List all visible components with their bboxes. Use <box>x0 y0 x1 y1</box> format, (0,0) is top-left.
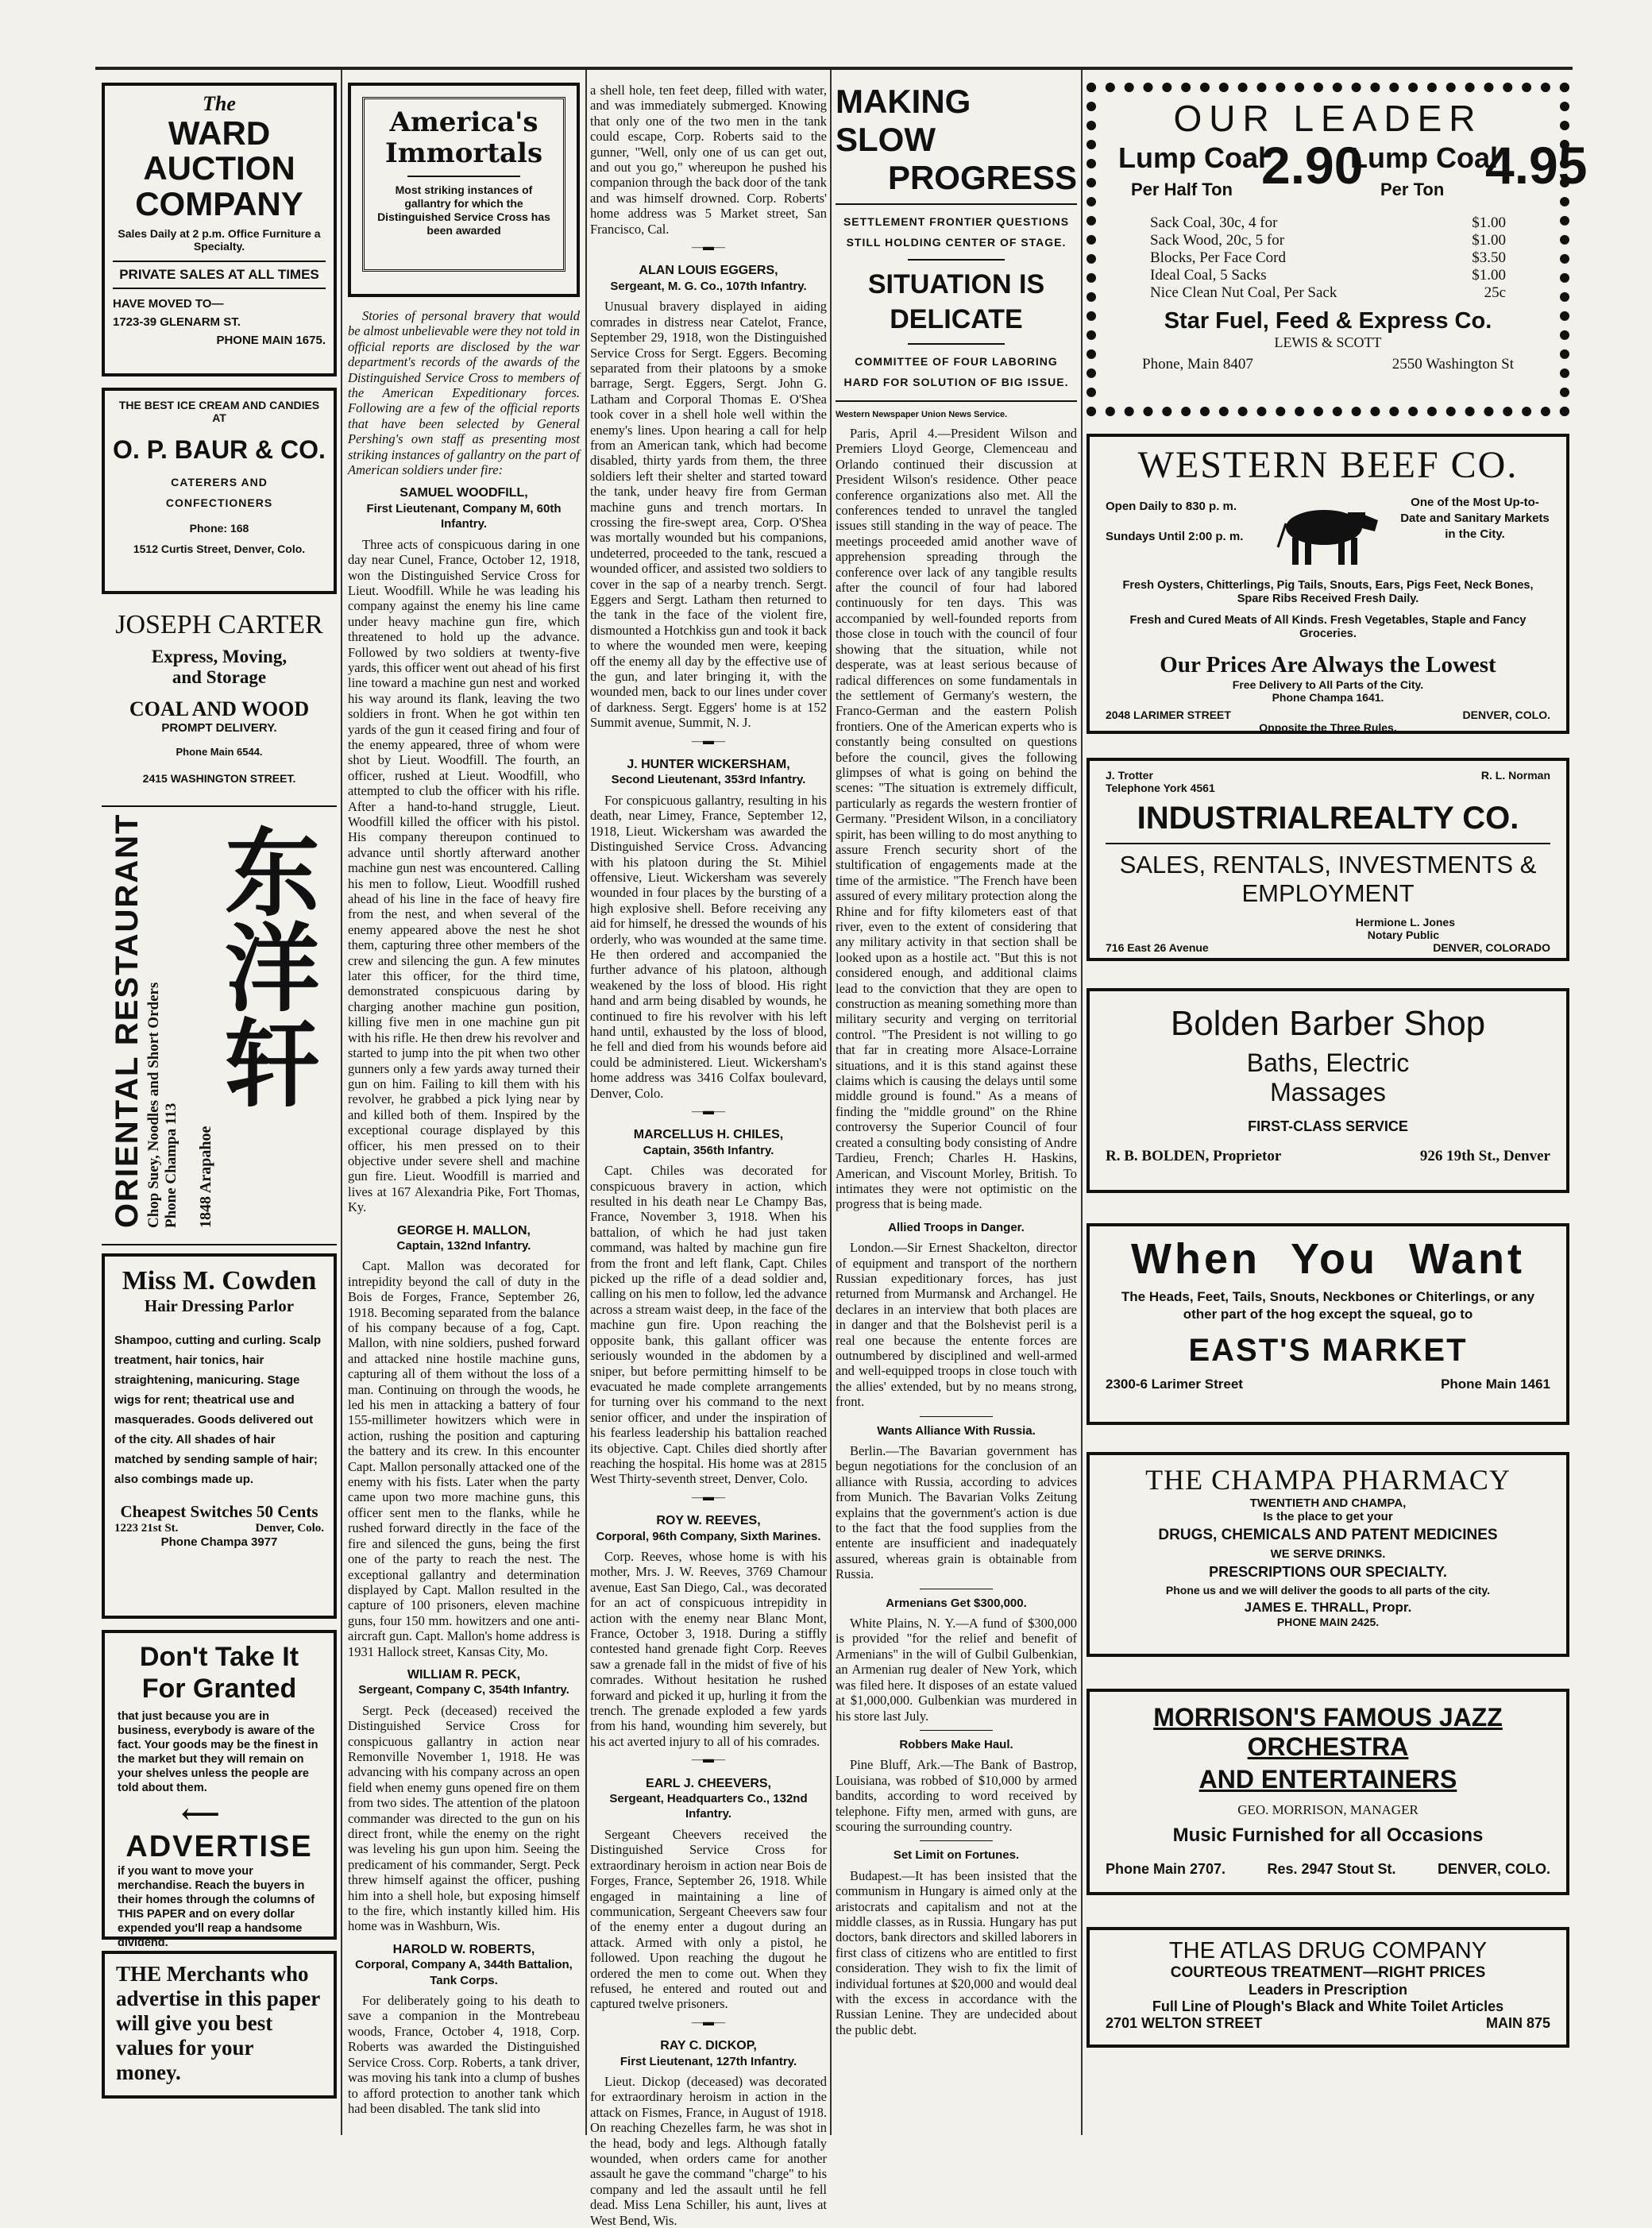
paragraph: Budapest.—It has been insisted that the communism in Hungary is aimed only at the aristocrats and capitalism and not at the middle classes, as in Russia. Hungary has put doctors, bank directors and skilled laborers in first class of citizens who are entitled to first consideration. They wish to fix the limit of individual fortunes at $20,000 and would deal with the excess in accordance with the Russian Lenine. They are undecided about the public debt. <box>836 1867 1077 2037</box>
ad-text: Notary Public <box>1367 929 1439 941</box>
ad-text: Per Ton <box>1380 180 1445 199</box>
item-name: Blocks, Per Face Cord <box>1150 249 1286 266</box>
price-list-item <box>1150 284 1506 302</box>
carter-ad <box>102 605 337 807</box>
ad-text: Free Delivery to All Parts of the City. <box>1232 678 1424 691</box>
ad-text: One of the Most Up-to-Date and Sanitary Markets in the City. <box>1400 496 1550 541</box>
ad-title-2: For Granted <box>141 1674 297 1704</box>
easts-market-ad <box>1087 1223 1569 1425</box>
ad-phone: Phone Main 2707. <box>1106 1861 1226 1877</box>
price-list-item <box>1150 249 1506 267</box>
ad-text: PRESCRIPTIONS OUR SPECIALTY. <box>1209 1564 1447 1580</box>
ad-address: 1223 21st St. <box>114 1522 179 1535</box>
item-name: Ideal Coal, 5 Sacks <box>1150 267 1267 284</box>
recipient-name: ALAN LOUIS EGGERS, <box>639 264 778 278</box>
paragraph: Paris, April 4.—President Wilson and Premiers Lloyd George, Clemenceau and Orlando continued their discussion at President Wilson's residence. Other peace conference organizations also met. All the conferences tended to unravel the tangled issues still standing in the way of peace. The meetings proceeded amid another wave of apprehension spreading through the conference over lack of any tangible results after the council of four had labored continuously for ten days. This was accompanied by well-founded reports from those close in touch with the council of four showing that the situation, while not desperate, was at least serious because of radical differences on some fundamentals in the settlement of Germany's western, the Franco-German and the eastern Polish frontiers. One of the American experts who is constantly being consulted on questions before the council, gives the following glimpses of what is going on behind the scenes: "The situation is extremely difficult, particularly as regards the western frontier of Germany. "President Wilson, in a conciliatory spirit, has been willing to do most anything to assure French security short of the stultification of engagements made at the time of the armistice. "The French have been assured of every military protection along the Rhine and for fifty kilometers east of that river, even to the extent of considering that any military activity in that section shall be looked upon as a hostile act. "But this is not considered enough, and additional claims lead to the conviction that they are open to construction as meaning something more than military security and verging on territorial control. "The President is not willing to go that far in creating more Alsace-Lorraine situations, and it is this stand against these claims which is causing the delays until some middle ground is found." As a means of finding the "middle ground" on the Rhine controversy the Superior Council of four created a consulting body consisting of Andre Tardieu, French; Charles H. Haskins, American, and Viscount Morley, British. To intimates they were not optimistic on the progress that is being made. <box>836 426 1077 1212</box>
ad-text: Sales Daily at 2 p.m. Office Furniture a Specialty. <box>118 227 321 253</box>
industrial-realty-ad <box>1087 758 1569 961</box>
separator-icon: —▬— <box>692 1491 725 1504</box>
ad-title: JOSEPH CARTER <box>115 610 323 639</box>
paragraph: Three acts of conspicuous daring in one day near Cunel, France, October 12, 1918, won the Distinguished Service Cross for Lieut. Woodfill. While he was leading his company against the enemy his line came under heavy machine gun fire, which threatened to hold up the advance. Followed by two soldiers at twenty-five yards, this officer went out ahead of his first line toward a machine gun nest and worked his way around its flank, leaving the two soldiers in front. When he got within ten yards of the gun it ceased firing and four of the enemy appeared, three of whom were shot by Lieut. Woodfill. The fourth, an officer, rushed at Lieut. Woodfill, who attempted to club the officer with his rifle. After a hand-to-hand struggle, Lieut. Woodfill killed the officer with his pistol. His company thereupon continued to advance until shortly afterward another machine gun nest was encountered. Calling his men to follow, Lieut. Woodfill rushed ahead of his line in the face of heavy fire from the nest, and when several of the enemy appeared above the nest he shot them, capturing three other members of the crew and silencing the gun. A few minutes later this officer, for the third time, demonstrated conspicuous daring by charging another machine gun position, killing five men in one machine gun pit with his rifle. He then drew his revolver and started to jump into the pit when two other gunners only a few yards away turned their gun on him. Failing to kill them with his revolver, he grabbed a pick lying near by and killed both of them. Inspired by the exceptional courage displayed by this officer, his men pressed on to their objective under severe shell and machine gun fire. Lieut. Woodfill is married and lives at 167 Alexandria Pike, Fort Thomas, Ky. <box>348 536 580 1215</box>
price-list-item <box>1150 232 1506 249</box>
paragraph: Lieut. Dickop (deceased) was decorated for extraordinary heroism in action in the attack on Fismes, France, in August of 1918. On reaching Chezelles farm, he was shot in the head, body and legs. Although fatally wounded, when orders came for another assault he gave the command "charge" to his company and led the assault until he fell dead. Miss Lena Schiller, his aunt, lives at West Bend, Wis. <box>590 2073 827 2228</box>
item-price: $1.00 <box>1472 214 1506 231</box>
recipient-name: SAMUEL WOODFILL, <box>399 486 528 500</box>
ad-text: and Storage <box>172 667 267 687</box>
ad-title: WARD AUCTION <box>143 114 295 187</box>
ad-address: 2550 Washington St <box>1391 356 1514 373</box>
column-rule <box>341 70 342 2135</box>
immortals-header-box <box>348 83 580 297</box>
recipient-rank: Sergeant, Company C, 354th Infantry. <box>358 1683 569 1697</box>
recipient-name: WILLIAM R. PECK, <box>407 1667 521 1682</box>
price: 2.90 <box>1261 136 1364 195</box>
column-rule <box>585 70 587 2135</box>
ad-text: Chop Suey, Noodles and Short Orders <box>145 982 162 1228</box>
column-5-ads <box>1087 83 1588 2132</box>
baur-ad <box>102 388 337 594</box>
ad-city: DENVER, COLO. <box>1462 709 1550 721</box>
paragraph: White Plains, N. Y.—A fund of $300,000 is provided "for the relief and benefit of Armenians" in the will of Gulbil Gulbenkian, an Armenian rug dealer of New York, which was filed here. It disposes of an estate valued at $1,000,000. Gulbenkian was murdered in his store last July. <box>836 1616 1077 1724</box>
ad-body: THE Merchants who advertise in this paper will give you best values for your money. <box>116 1962 320 2084</box>
ad-company: Star Fuel, Feed & Express Co. <box>1164 308 1492 334</box>
article-body <box>590 83 827 2228</box>
ad-text: PRIVATE SALES AT ALL TIMES <box>119 267 319 282</box>
deck: COMMITTEE OF FOUR LABORING HARD FOR SOLUTION OF BIG ISSUE. <box>843 355 1069 388</box>
column-3-continued <box>590 83 827 2228</box>
headline-2: PROGRESS <box>887 159 1077 196</box>
ad-title: O. P. BAUR & CO. <box>113 435 326 464</box>
item-name: Sack Wood, 20c, 5 for <box>1150 232 1285 249</box>
article-body <box>836 426 1077 2037</box>
ad-text: Sundays Until 2:00 p. m. <box>1106 530 1244 543</box>
item-price: $1.00 <box>1472 267 1506 284</box>
wire-service: Western Newspaper Union News Service. <box>836 410 1008 419</box>
recipient-rank: First Lieutenant, Company M, 60th Infantry. <box>366 501 562 531</box>
ad-address: 1512 Curtis Street, Denver, Colo. <box>133 543 306 555</box>
ad-title: Don't Take It <box>139 1642 299 1672</box>
ad-text: Hair Dressing Parlor <box>144 1296 295 1315</box>
ad-address: 926 19th St., Denver <box>1419 1148 1550 1164</box>
ad-address: 2300-6 Larimer Street <box>1106 1377 1243 1392</box>
ad-phone: Phone Main 1461 <box>1441 1377 1550 1392</box>
recipient-rank: Second Lieutenant, 353rd Infantry. <box>611 773 806 787</box>
column-4-news <box>836 83 1077 2132</box>
ad-text: Music Furnished for all Occasions <box>1172 1824 1484 1846</box>
morrison-orchestra-ad <box>1087 1689 1569 1895</box>
ad-text: & EMPLOYMENT <box>1241 851 1537 907</box>
ad-text: Fresh and Cured Meats of All Kinds. Fresh Vegetables, Staple and Fancy Groceries. <box>1129 614 1527 640</box>
recipient-rank: Corporal, 96th Company, Sixth Marines. <box>596 1529 821 1543</box>
ad-address: 1723-39 GLENARM ST. <box>113 315 241 329</box>
recipient-name: GEORGE H. MALLON, <box>397 1223 531 1238</box>
ad-text: CATERERS AND <box>171 476 268 488</box>
ad-phone: Phone, Main 8407 <box>1142 356 1253 373</box>
intro-paragraph: Stories of personal bravery that would be almost unbelievable were they not told in official reports are disclosed by the war department's records of the awards of the Distinguished Service Cross to members of the American Expeditionary forces. Following are a few of the official reports that have been selected by General Pershing's own staff as presenting most striking instances of gallantry on the part of American soldiers under fire: <box>348 308 580 478</box>
dont-take-it-ad <box>102 1630 337 1949</box>
ad-text: COURTEOUS TREATMENT—RIGHT PRICES <box>1170 1964 1486 1981</box>
headline: America's <box>389 106 538 138</box>
ad-title: ORIENTAL RESTAURANT <box>110 813 145 1228</box>
recipient-name: RAY C. DICKOP, <box>660 2039 757 2053</box>
ad-phone: Phone Champa 3977 <box>160 1535 278 1549</box>
ad-title-2: EAST'S MARKET <box>1188 1333 1468 1368</box>
recipient-rank: First Lieutenant, 127th Infantry. <box>620 2054 797 2068</box>
price-list <box>1110 207 1546 305</box>
ad-city: Denver, Colo. <box>255 1522 324 1535</box>
ad-city: DENVER, COLORADO <box>1433 941 1550 954</box>
ad-text: Cheapest Switches 50 Cents <box>120 1502 318 1521</box>
ad-text: LEWIS & SCOTT <box>1274 334 1382 350</box>
paragraph: a shell hole, ten feet deep, filled with water, and was immediately submerged. Knowing that only one of the two men in the tank could escape, Corp. Roberts said to the gunner, "Well, only one of us can get out, and out you go," whereupon he pushed his companion through the back door of the tank and was himself drowned. Corp. Roberts' home address was 5 Market street, San Francisco, Cal. <box>590 83 827 237</box>
ad-body: that just because you are in business, everybody is aware of the fact. Your goods may be the finest in the market but they will remain on your shelves unless the people are told about them. <box>118 1710 318 1794</box>
ward-auction-ad <box>102 83 337 376</box>
recipient-rank: Corporal, Company A, 344th Battalion, Tank Corps. <box>355 1958 573 1987</box>
ad-address: 2701 WELTON STREET <box>1106 2015 1263 2031</box>
ad-text: Is the place to get your <box>1263 1510 1393 1523</box>
recipient-name: MARCELLUS H. CHILES, <box>633 1128 784 1142</box>
ad-title: When You Want <box>1131 1235 1525 1283</box>
ad-text: WE SERVE DRINKS. <box>1270 1547 1386 1561</box>
ad-body: if you want to move your merchandise. Reach the buyers in their homes through the columns of THIS PAPER and on every dollar expended you'll reap a handsome dividend. <box>118 1865 315 1949</box>
ad-text: Open Daily to 830 p. m. <box>1106 500 1237 513</box>
ad-text: TWENTIETH AND CHAMPA, <box>1249 1496 1407 1510</box>
paragraph: For deliberately going to his death to save a companion in the Montrebeau woods, France, October 4, 1918, Corp. Roberts was awarded the Distinguished Service Cross. Corp. Roberts, a tank driver, was moving his tank into a clump of bushes to afford protection to another tank which had been disabled. The tank slid into <box>348 1993 580 2116</box>
recipient-rank: Captain, 356th Infantry. <box>643 1143 774 1157</box>
ad-title: THE ATLAS DRUG COMPANY <box>1168 1938 1488 1963</box>
ad-phone: Phone Champa 113 <box>163 1102 179 1228</box>
paragraph: London.—Sir Ernest Shackelton, director of equipment and transport of the northern Russian expeditionary forces, has just returned from Murmansk and Archangel. He declares in an interview that both places are in danger and that the Bolshevist peril is a real one because the entente forces are outnumbered by disciplined and well-armed and well-equipped troops in close touch with the allies' extended, but by no means strong, front. <box>836 1240 1077 1410</box>
paragraph: For conspicuous gallantry, resulting in his death, near Limey, France, September 12, 1918, Lieut. Wickersham was awarded the Distinguished Service Cross. Advancing with his platoon during the St. Mihiel offensive, Lieut. Wickersham was severely wounded in four places by the bursting of a high explosive shell. Before receiving any aid for himself, he dressed the wounds of his orderly, who was wounded at the same time. He then ordered and accompanied the further advance of his platoon, although weakened by the loss of blood. His right hand and arm being disabled by wounds, he continued to fire his revolver with his left hand until, exhausted by the loss of blood, he fell and died from his wounds before aid could be administered. Lieut. Wickersham's home address was 3416 Colfax boulevard, Denver, Colo. <box>590 792 827 1101</box>
ad-text: HAVE MOVED TO— <box>113 297 224 311</box>
ad-text: J. Trotter <box>1106 769 1153 782</box>
brief-headline: Wants Alliance With Russia. <box>877 1423 1036 1438</box>
brief-headline: Armenians Get $300,000. <box>886 1596 1027 1610</box>
arrow-icon: ⟵ <box>181 1800 220 1829</box>
ad-text: Per Half Ton <box>1131 180 1233 199</box>
item-price: 25c <box>1484 284 1506 301</box>
brief-headline: Allied Troops in Danger. <box>888 1220 1025 1234</box>
column-2-americas-immortals <box>348 83 580 2132</box>
ad-city: DENVER, COLO. <box>1437 1861 1550 1877</box>
price-list-item <box>1150 267 1506 284</box>
paragraph: Capt. Mallon was decorated for intrepidity beyond the call of duty in the Bois de Forges, France, September 26, 1918. Becoming separated from the balance of his company because of a fog, Capt. Mallon, with nine soldiers, pushed forward and attacked nine hostile machine guns, capturing all of them without the loss of a man. Continuing on through the woods, he led his men in attacking a battery of four 155-millimeter howitzers which were in action, rushing the position and capturing the battery and its crew. In this encounter Capt. Mallon personally attacked one of the enemy with his fists. Later when the party came upon two more machine guns, this officer sent men to the flanks, while he rushed forward directly in the face of the fire and silenced the guns, being the first one of the party to reach the nest. The exceptional gallantry and determination displayed by Capt. Mallon resulted in the capture of 100 prisoners, eleven machine guns, four 150 mm. howitzers and one anti-aircraft gun. Capt. Mallon's home address is 1931 Hallock street, Kansas City, Mo. <box>348 1258 580 1659</box>
headline: MAKING SLOW <box>836 83 971 158</box>
ad-text: GEO. MORRISON, MANAGER <box>1237 1802 1418 1817</box>
paragraph: Sergt. Peck (deceased) received the Distinguished Service Cross for conspicuous gallantry in action near Remonville November 1, 1918. He was advancing with his company across an open field when enemy guns opened fire on them from two sides. The attention of the platoon commander was directed to the gun on his direct front, while the enemy on the right was leveling his gun upon him. Seeing the predicament of his commander, Sergt. Peck threw himself against the officer, pushing him into a shell hole, but exposing himself to the fire, which instantly killed him. His home was in Washburn, Wis. <box>348 1702 580 1934</box>
ad-text: R. L. Norman <box>1480 769 1550 782</box>
ad-text: Lump Coal <box>1350 141 1498 174</box>
ad-body: The Heads, Feet, Tails, Snouts, Neckbones or Chiterlings, or any other part of the hog except the squeal, go to <box>1121 1289 1535 1322</box>
ad-phone: Phone: 168 <box>189 522 249 535</box>
price-list-item <box>1150 214 1506 232</box>
western-beef-ad <box>1087 434 1569 734</box>
oriental-vertical-text <box>110 813 180 1228</box>
ad-title: WESTERN BEEF CO. <box>1137 444 1519 486</box>
ad-phone: MAIN 875 <box>1485 2015 1550 2031</box>
paragraph: Unusual bravery displayed in aiding comrades in distress near Catelot, France, September 29, 1918, won the Distinguished Service Cross for Sergt. Eggers. Becoming separated from their platoons by a smoke barrage, Sergt. Eggers, Sergt. John G. Latham and Corporal Thomas E. O'Shea took cover in a shell hole well within the enemy's lines. Upon hearing a call for help from an American tank, which had become disabled, thirty yards from them, the three soldiers left their shelter and started toward the tank, under heavy fire from German machine guns and trench mortars. In crossing the fire-swept area, Corp. O'Shea was mortally wounded but his companions, undeterred, proceeded to the tank, rescued a wounded officer, and assisted two soldiers to cover in the sap of a nearby trench. Sergt. Eggers and Sergt. Latham then returned to the tank in the face of the violent fire, dismounted a Hotchkiss gun and took it back to where the wounded men were, keeping off the enemy all day by the effective use of the gun, and later bringing it, with the wounded men, back to our lines under cover of darkness. Sergt. Eggers' home is at 152 Summit avenue, Summit, N. J. <box>590 299 827 731</box>
oriental-restaurant-ad <box>102 815 337 1245</box>
paragraph: Corp. Reeves, whose home is with his mother, Mrs. J. W. Reeves, 3769 Chamour avenue, East San Diego, Cal., was decorated for an act of conspicuous intrepidity in action with the enemy near Blanc Mont, France, October 3, 1918. During a stiffly contested hand grenade fight Corp. Reeves saw a grenade fall in the midst of five of his comrades. Without hesitation he rushed forward and picked it up, hurling it from the trench. The grenade exploded a few yards from his hand, wounding him severely, but his act averted injury to all of his comrades. <box>590 1548 827 1749</box>
recipient-rank: Sergeant, Headquarters Co., 132nd Infantry. <box>609 1792 808 1821</box>
recipient-name: ROY W. REEVES, <box>656 1514 761 1528</box>
ad-title-2: COMPANY <box>135 185 303 222</box>
ad-the: The <box>203 92 236 115</box>
ad-text: FIRST-CLASS SERVICE <box>1248 1118 1408 1134</box>
ad-address: 1848 Arapahoe <box>197 1126 214 1228</box>
ad-text: Phone us and we will deliver the goods to all parts of the city. <box>1165 1584 1491 1597</box>
ad-address: 2048 LARIMER STREET <box>1106 709 1231 721</box>
ad-address: 716 East 26 Avenue <box>1106 941 1209 954</box>
ad-text: PROMPT DELIVERY. <box>161 721 277 735</box>
recipient-name: HAROLD W. ROBERTS, <box>392 1942 535 1956</box>
subhead: Most striking instances of gallantry for which the Distinguished Service Cross has been awarded <box>377 183 550 237</box>
bolden-barber-ad <box>1087 988 1569 1193</box>
recipient-rank: Sergeant, M. G. Co., 107th Infantry. <box>610 279 807 293</box>
recipient-name: J. HUNTER WICKERSHAM, <box>627 758 790 772</box>
ad-text: Hermione L. Jones <box>1355 916 1455 929</box>
ad-text: DRUGS, CHEMICALS AND PATENT MEDICINES <box>1158 1527 1498 1543</box>
column-1-ads <box>102 83 337 2132</box>
merchants-ad <box>102 1951 337 2099</box>
headline-3: SITUATION IS DELICATE <box>867 269 1045 334</box>
article-body <box>348 308 580 2116</box>
ad-text: Opposite the Three Rules. <box>1259 721 1397 734</box>
ad-phone: Phone Champa 1641. <box>1272 691 1384 704</box>
deck: SETTLEMENT FRONTIER QUESTIONS STILL HOLDING CENTER OF STAGE. <box>843 215 1070 249</box>
ad-text: SALES, RENTALS, INVESTMENTS <box>1119 851 1514 878</box>
champa-pharmacy-ad <box>1087 1452 1569 1657</box>
our-leader-ad <box>1087 83 1588 416</box>
ad-address: 2415 WASHINGTON STREET. <box>142 772 296 785</box>
ad-phone: PHONE MAIN 1675. <box>216 334 326 347</box>
price: 4.95 <box>1485 136 1588 195</box>
ad-text: THE BEST ICE CREAM AND CANDIES AT <box>118 399 320 424</box>
item-name: Sack Coal, 30c, 4 for <box>1150 214 1278 231</box>
ad-text: Fresh Oysters, Chitterlings, Pig Tails, Snouts, Ears, Pigs Feet, Neck Bones, Spare Ribs Received Fresh Daily. <box>1122 579 1534 605</box>
ad-title: INDUSTRIALREALTY CO. <box>1137 801 1519 836</box>
ad-phone: Phone Main 6544. <box>176 746 263 758</box>
ad-text: Leaders in Prescription <box>1248 1982 1408 1998</box>
ad-title-advertise: ADVERTISE <box>125 1830 313 1863</box>
ad-title: MORRISON'S FAMOUS JAZZ ORCHESTRA <box>1153 1703 1503 1761</box>
item-price: $1.00 <box>1472 232 1506 249</box>
ad-text: Lump Coal <box>1118 141 1266 174</box>
ad-text: Full Line of Plough's Black and White Toilet Articles <box>1152 1998 1504 2014</box>
ad-slogan: Our Prices Are Always the Lowest <box>1160 652 1496 678</box>
paragraph: Berlin.—The Bavarian government has begun negotiations for the conclusion of an alliance with Russia, according to advices from Munich. The Bavarian Volks Zeitung explains that the government's action is due to the fact that the food supplies from the entente are insufficient and inadequately assured, whereas grain is obtainable from Russia. <box>836 1443 1077 1582</box>
separator-icon: —▬— <box>692 2016 725 2029</box>
cowden-ad <box>102 1253 337 1619</box>
ad-text: Express, Moving, <box>151 647 288 666</box>
ad-text: COAL AND WOOD <box>129 697 310 720</box>
recipient-rank: Captain, 132nd Infantry. <box>396 1238 531 1253</box>
atlas-drug-ad <box>1087 1927 1569 2048</box>
ad-text: R. B. BOLDEN, Proprietor <box>1106 1148 1282 1164</box>
item-price: $3.50 <box>1472 249 1506 266</box>
ad-title: THE CHAMPA PHARMACY <box>1145 1464 1511 1496</box>
column-rule <box>830 70 832 2135</box>
chinese-characters: 东洋轩 <box>209 823 321 1109</box>
ad-address: Res. 2947 Stout St. <box>1267 1861 1396 1877</box>
paragraph: Pine Bluff, Ark.—The Bank of Bastrop, Louisiana, was robbed of $10,000 by armed bandits, according to word received by telephone. Fifty men, armed with guns, are scouring the surrounding country. <box>836 1757 1077 1834</box>
ad-phone: Telephone York 4561 <box>1106 782 1215 794</box>
recipient-name: EARL J. CHEEVERS, <box>646 1776 771 1790</box>
ad-text: CONFECTIONERS <box>165 496 273 509</box>
item-name: Nice Clean Nut Coal, Per Sack <box>1150 284 1337 301</box>
cow-icon <box>1268 492 1380 571</box>
brief-headline: Set Limit on Fortunes. <box>893 1848 1020 1863</box>
ad-body: Shampoo, cutting and curling. Scalp treatment, hair tonics, hair straightening, manicuring. Stage wigs for rent; theatrical use and masquerades. Goods delivered out of the city. All shades of hair matched by sending sample of hair; also combings made up. <box>114 1334 322 1486</box>
column-rule <box>1081 70 1083 2135</box>
ad-text: Massages <box>1270 1078 1386 1106</box>
ad-text: Baths, Electric <box>1246 1048 1410 1077</box>
ad-title: Bolden Barber Shop <box>1170 1004 1486 1043</box>
separator-icon: —▬— <box>692 735 725 747</box>
paragraph: Sergeant Cheevers received the Distinguished Service Cross for extraordinary heroism in action near Bois de Forges, France, September 26, 1918. While engaged in maintaining a line of communication, Sergeant Cheevers saw four of the enemy enter a dugout during an attack. Armed with only a pistol, he followed. Upon reaching the dugout he ordered the men to come out. When they refused, he entered and routed out and captured twelve prisoners. <box>590 1826 827 2012</box>
ad-title: Miss M. Cowden <box>122 1266 317 1295</box>
headline-2: Immortals <box>384 137 543 169</box>
paragraph: Capt. Chiles was decorated for conspicuous bravery in action, which resulted in his death near Le Champy Bas, France, November 3, 1918. When his battalion, of which he had just taken command, was halted by machine gun fire from the front and left flank, Capt. Chiles picked up the rifle of a dead soldier and, calling on his men to follow, led the advance across a stream waist deep, in the face of the machine gun fire. Upon reaching the opposite bank, this gallant officer was seriously wounded in the abdomen by a sniper, but before permitting himself to be evacuated he made complete arrangements for turning over his command to the next senior officer, and under the inspiration of his fearless leadership his battalion reached its objective. Capt. Chiles died shortly after reaching the hospital. His home was at 2815 West Thirty-seventh street, Denver, Colo. <box>590 1163 827 1487</box>
separator-icon: —▬— <box>692 1754 725 1767</box>
ad-phone: PHONE MAIN 2425. <box>1276 1616 1380 1628</box>
ad-title-2: AND ENTERTAINERS <box>1198 1765 1457 1794</box>
ad-title: OUR LEADER <box>1173 98 1483 139</box>
top-rule <box>95 67 1573 70</box>
brief-headline: Robbers Make Haul. <box>899 1737 1013 1751</box>
separator-icon: —▬— <box>692 1106 725 1118</box>
ad-text: JAMES E. THRALL, Propr. <box>1244 1600 1412 1615</box>
separator-icon: —▬— <box>692 241 725 254</box>
